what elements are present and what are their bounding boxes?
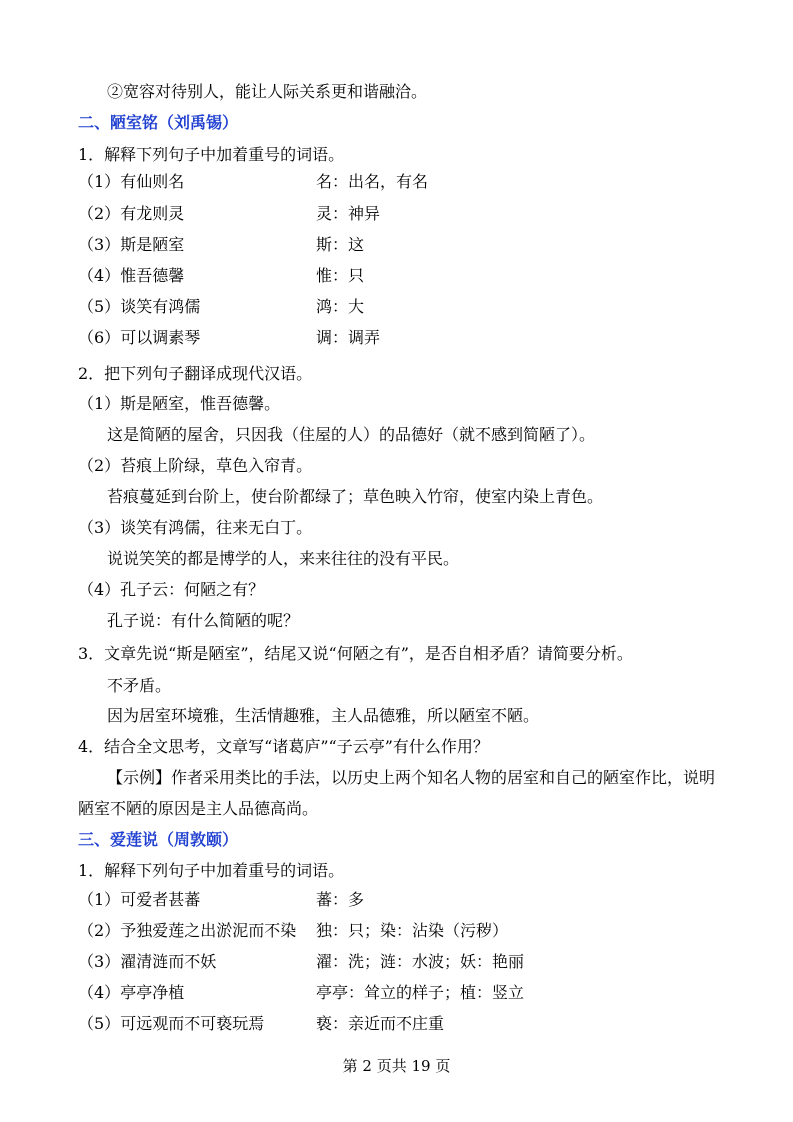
- item-text: 惟吾德馨: [120, 266, 185, 285]
- item-text: 亭亭净植: [120, 983, 185, 1002]
- list-item: [78, 328, 200, 348]
- item-answer: 濯：洗；涟：水波；妖：艳丽: [316, 952, 525, 971]
- section-heading: 三、爱莲说（周敦颐）: [78, 830, 239, 849]
- list-item: [78, 952, 216, 972]
- translation-question: （1）斯是陋室，惟吾德馨。: [78, 394, 281, 413]
- item-text: 斯是陋室: [120, 235, 185, 254]
- question-title: 4．结合全文思考，文章写“诸葛庐”“子云亭”有什么作用？: [78, 737, 489, 756]
- item-answer: 名：出名，有名: [316, 172, 429, 191]
- translation-answer: 苔痕蔓延到台阶上，使台阶都绿了；草色映入竹帘，使室内染上青色。: [107, 487, 604, 506]
- item-number: （1）: [78, 172, 121, 191]
- item-text: 可爱者甚蕃: [120, 890, 201, 909]
- list-item: [78, 235, 184, 255]
- body-text: ②宽容对待别人，能让人际关系更和谐融洽。: [107, 82, 428, 101]
- list-item: [78, 172, 184, 192]
- item-answer: 鸿：大: [316, 297, 365, 316]
- translation-answer: 说说笑笑的都是博学的人，来来往往的没有平民。: [107, 549, 460, 568]
- item-text: 有仙则名: [120, 172, 185, 191]
- item-answer: 蕃：多: [316, 890, 365, 909]
- item-number: （6）: [78, 328, 121, 347]
- translation-question: （4）孔子云：何陋之有？: [78, 580, 265, 599]
- list-item: [78, 204, 184, 224]
- item-answer: 独：只；染：沾染（污秽）: [316, 921, 509, 940]
- item-answer: 惟：只: [316, 266, 365, 285]
- item-text: 予独爱莲之出淤泥而不染: [120, 921, 297, 940]
- item-number: （3）: [78, 235, 121, 254]
- list-item: [78, 266, 184, 286]
- translation-question: （2）苔痕上阶绿，草色入帘青。: [78, 456, 313, 475]
- item-answer: 斯：这: [316, 235, 365, 254]
- translation-answer: 这是简陋的屋舍，只因我（住屋的人）的品德好（就不感到简陋了）。: [107, 425, 596, 444]
- section-heading: 二、陋室铭（刘禹锡）: [78, 113, 239, 132]
- item-number: （1）: [78, 890, 121, 909]
- answer-text: 因为居室环境雅，生活情趣雅，主人品德雅，所以陋室不陋。: [107, 706, 540, 725]
- page-footer: 第 2 页共 19 页: [342, 1057, 451, 1075]
- answer-text: 陋室不陋的原因是主人品德高尚。: [78, 799, 319, 818]
- item-text: 谈笑有鸿儒: [120, 297, 201, 316]
- item-answer: 灵：神异: [316, 204, 381, 223]
- question-title: 1．解释下列句子中加着重号的词语。: [78, 145, 345, 164]
- list-item: [78, 890, 200, 910]
- item-answer: 亭亭：耸立的样子；植：竖立: [316, 983, 525, 1002]
- item-number: （3）: [78, 952, 121, 971]
- translation-answer: 孔子说：有什么简陋的呢？: [107, 611, 300, 630]
- translation-question: （3）谈笑有鸿儒，往来无白丁。: [78, 518, 313, 537]
- list-item: [78, 983, 184, 1003]
- list-item: [78, 297, 200, 317]
- item-answer: 亵：亲近而不庄重: [316, 1014, 445, 1033]
- answer-text: 不矛盾。: [107, 676, 172, 695]
- item-number: （4）: [78, 266, 121, 285]
- list-item: [78, 921, 296, 941]
- list-item: [78, 1014, 264, 1034]
- item-text: 有龙则灵: [120, 204, 185, 223]
- item-number: （5）: [78, 1014, 121, 1033]
- item-text: 可远观而不可亵玩焉: [120, 1014, 265, 1033]
- item-answer: 调：调弄: [316, 328, 381, 347]
- item-number: （5）: [78, 297, 121, 316]
- question-title: 1．解释下列句子中加着重号的词语。: [78, 861, 345, 880]
- question-title: 3．文章先说“斯是陋室”，结尾又说“何陋之有”，是否自相矛盾？请简要分析。: [78, 644, 633, 663]
- item-number: （2）: [78, 921, 121, 940]
- item-text: 可以调素琴: [120, 328, 201, 347]
- item-number: （2）: [78, 204, 121, 223]
- item-number: （4）: [78, 983, 121, 1002]
- question-title: 2．把下列句子翻译成现代汉语。: [78, 364, 313, 383]
- item-text: 濯清涟而不妖: [120, 952, 217, 971]
- answer-text: 【示例】作者采用类比的手法，以历史上两个知名人物的居室和自己的陋室作比，说明: [107, 768, 716, 787]
